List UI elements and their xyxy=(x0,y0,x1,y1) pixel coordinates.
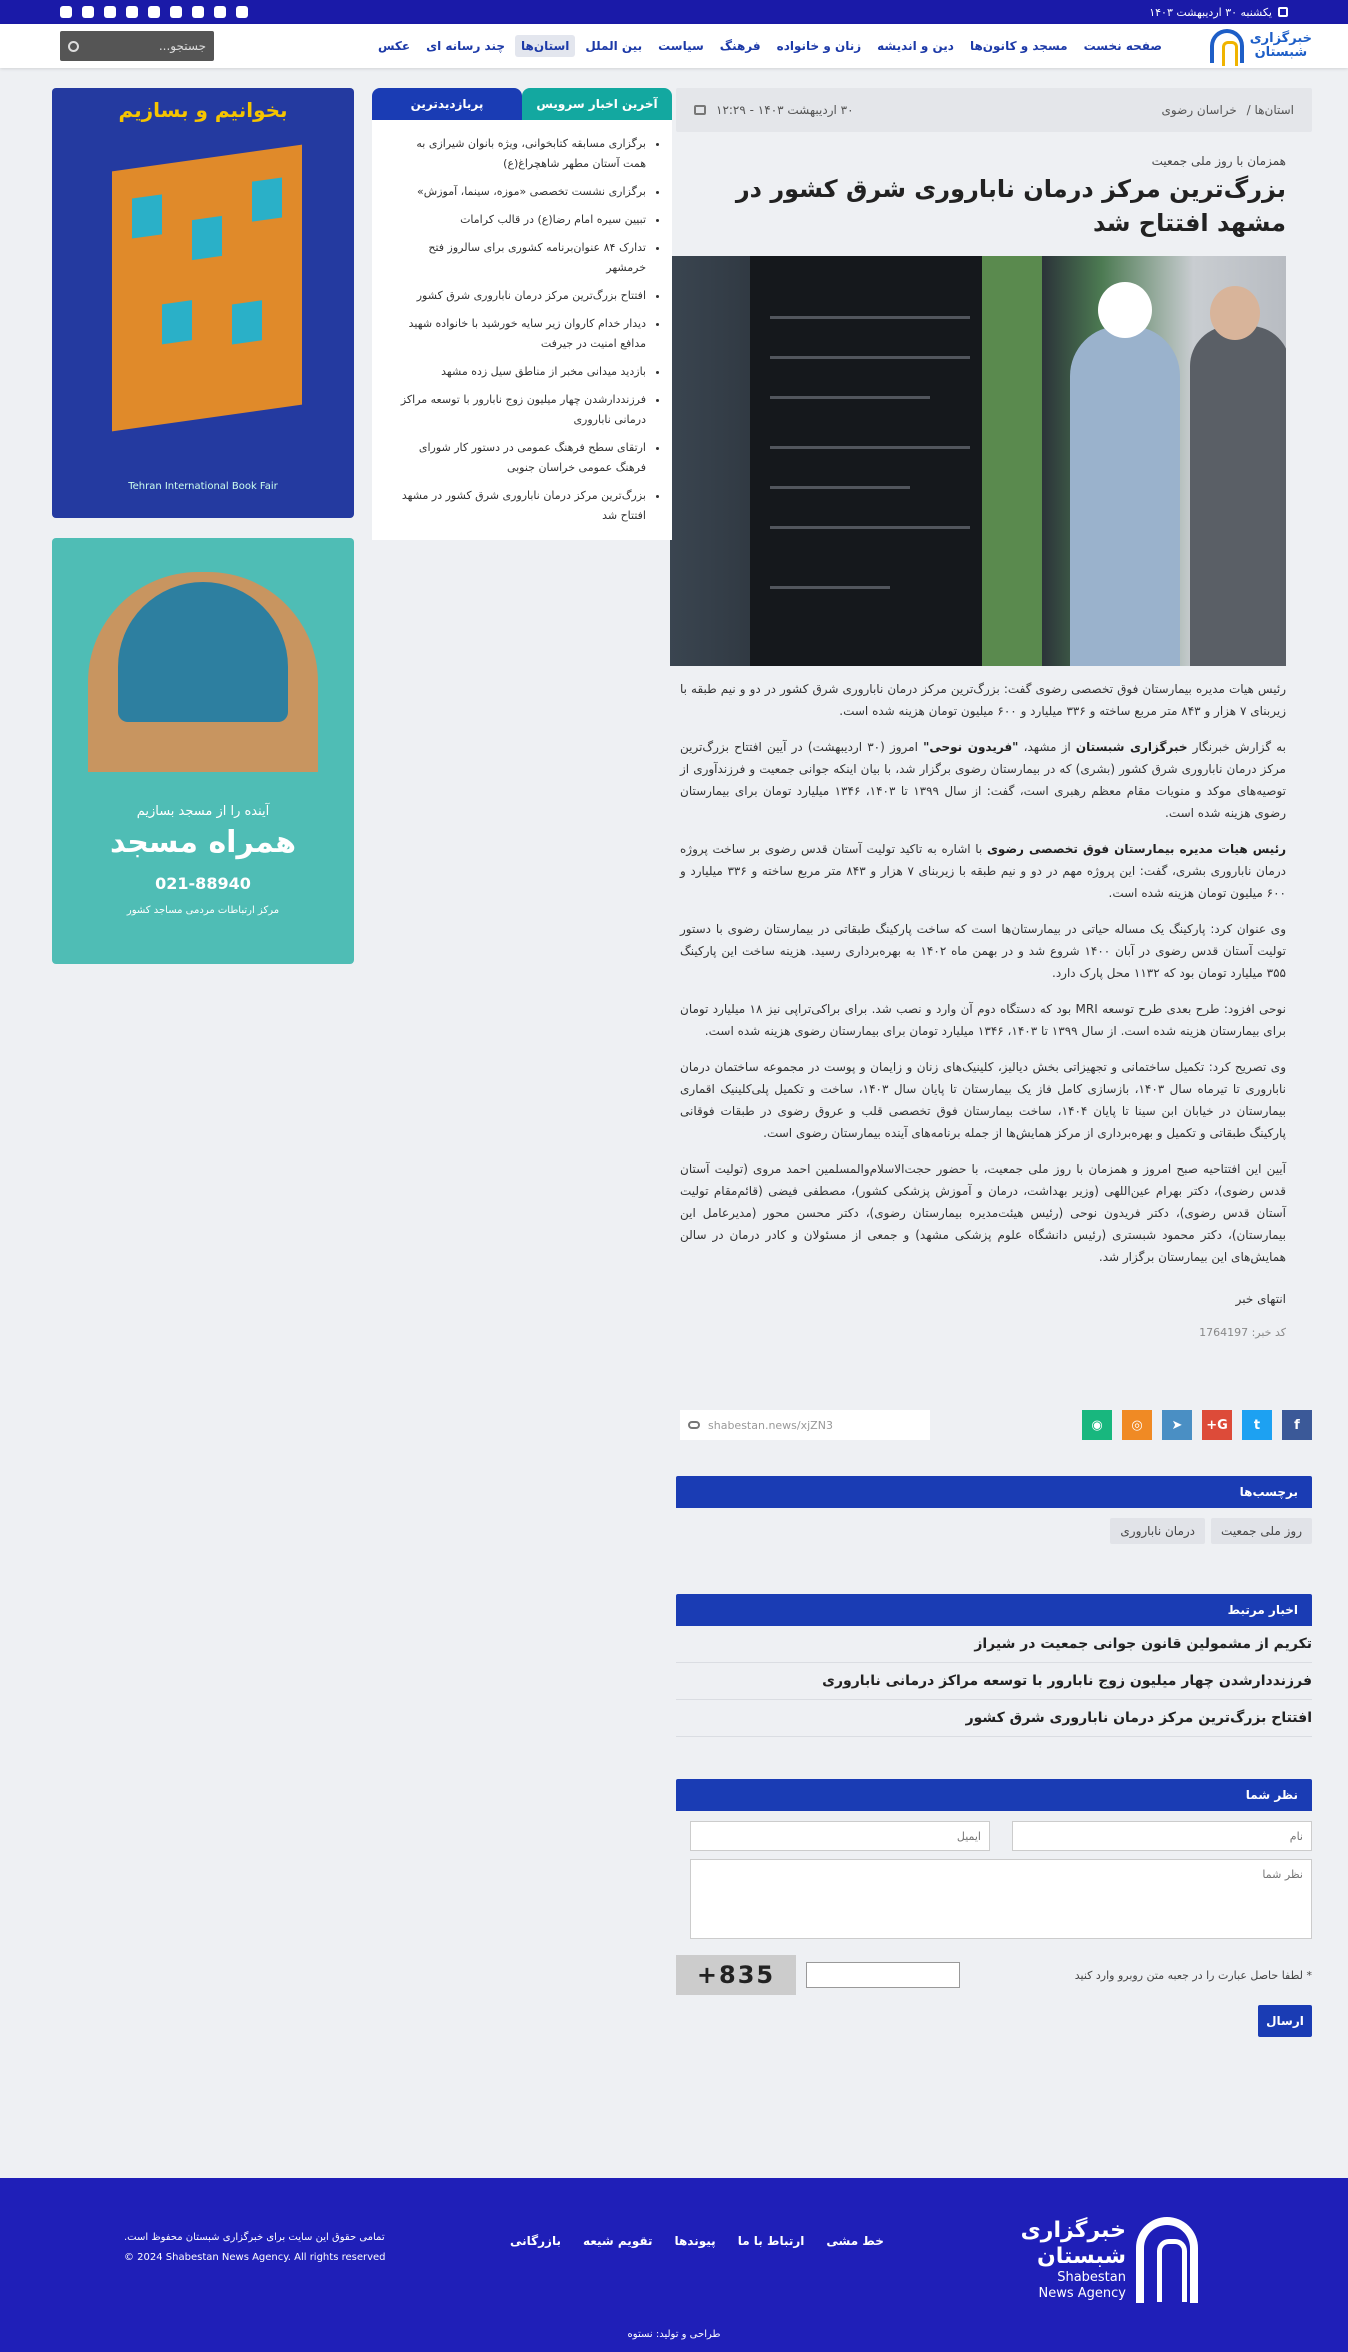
nav-item[interactable]: بین الملل xyxy=(585,39,643,53)
breadcrumb-separator: / xyxy=(1246,103,1251,117)
agency-name[interactable]: خبرگزاری شبستان xyxy=(1075,740,1188,754)
footer-link[interactable]: تقویم شیعه xyxy=(582,2234,653,2248)
tab-popular[interactable]: پربازدیدترین xyxy=(372,88,522,120)
bale-icon[interactable] xyxy=(170,6,182,18)
captcha-label: * لطفا حاصل عبارت را در جعبه متن روبرو وارد کنید xyxy=(1074,1968,1312,1982)
ads-column xyxy=(52,88,354,964)
captcha-image: +835 xyxy=(676,1955,796,1995)
book-building-image xyxy=(112,145,302,432)
nav-item[interactable]: چند رسانه ای xyxy=(426,39,506,53)
rubika-share-button[interactable]: ◎ xyxy=(1122,1410,1152,1440)
nav-item[interactable]: فرهنگ xyxy=(719,39,761,53)
calendar-icon xyxy=(1278,7,1288,17)
copyright-fa: تمامی حقوق این سایت برای خبرگزاری شبستان محفوظ است. xyxy=(124,2232,385,2243)
footer-link[interactable]: پیوندها xyxy=(674,2234,716,2248)
latest-news-item[interactable]: • افتتاح بزرگ‌ترین مرکز درمان ناباروری شرق کشور xyxy=(394,282,646,310)
date-text: یکشنبه ۳۰ اردیبهشت ۱۴۰۳ xyxy=(1149,5,1272,19)
logo-line1: خبرگزاری xyxy=(1249,31,1312,46)
article-paragraph: وی عنوان کرد: پارکینگ یک مساله حیاتی در بیمارستان‌ها است که ساخت پارکینگ طبقاتی در بیمارستان رضوی با دستور تولیت آستان قدس رضوی در آبان ۱۴۰۰ شروع شد و در بهمن ماه ۱۴۰۲ به بهره‌برداری رسید. هزینه ساخت این پارکینگ ۳۵۵ میلیارد تومان بود که ۱۱۳۲ محل پارک دارد. xyxy=(680,922,1286,980)
latest-news-item[interactable]: • دیدار خدام کاروان زیر سایه خورشید با خانواده شهید مدافع امنیت در جیرفت xyxy=(394,310,646,358)
nav-item[interactable]: دین و اندیشه xyxy=(877,39,954,53)
comment-field[interactable] xyxy=(690,1859,1312,1939)
breadcrumb-province[interactable]: خراسان رضوی xyxy=(1161,103,1237,117)
submit-button[interactable]: ارسال xyxy=(1258,2005,1312,2037)
footer-logo-fa1: خبرگزاری xyxy=(1020,2218,1126,2243)
share-buttons xyxy=(1082,1410,1312,1440)
share-bar xyxy=(676,1410,1312,1440)
email-field[interactable] xyxy=(690,1821,990,1851)
captcha-input[interactable] xyxy=(806,1962,960,1988)
article-body xyxy=(676,678,1312,1344)
article-column xyxy=(676,88,1312,2037)
ad2-line2: همراه مسجد xyxy=(109,825,297,860)
footer-link[interactable]: ارتباط با ما xyxy=(737,2234,805,2248)
news-code-label: کد خبر xyxy=(1255,1326,1286,1339)
article-paragraph: وی تصریح کرد: تکمیل ساختمانی و تجهیزاتی بخش دیالیز، کلینیک‌های زنان و زایمان و پوست در مجموعه ساختمان درمان ناباروری تا تیرماه سال ۱۴۰۳، بازسازی کامل فاز یک بیمارستان تا پایان سال ۱۴۰۳، ساخت و تکمیل پلی‌کلینیک اقماری بیمارستان در خیابان ابن سینا تا پایان ۱۴۰۴، ساخت بیمارستان فوق تخصصی قلب و عروق رضوی در طبقات فوقانی پارکینگ طبقاتی و تکمیل و بهره‌برداری از مرکز همایش‌ها از جمله برنامه‌های آینده بیمارستان رضوی است. xyxy=(680,1060,1287,1140)
tags-heading xyxy=(676,1476,1312,1508)
article-paragraph xyxy=(680,838,1286,904)
comment-form xyxy=(676,1779,1312,2037)
eitaa-share-button[interactable]: ◉ xyxy=(1082,1410,1112,1440)
telegram-icon[interactable] xyxy=(60,6,72,18)
site-logo[interactable] xyxy=(1192,29,1312,63)
latest-news-item[interactable]: • بزرگ‌ترین مرکز درمان ناباروری شرق کشور در مشهد افتتاح شد xyxy=(394,482,646,530)
footer-logo-en2: News Agency xyxy=(1038,2286,1126,2301)
print-icon[interactable] xyxy=(694,105,706,115)
tags-list xyxy=(676,1518,1312,1544)
ad1-title: بخوانیم و بسازیم xyxy=(118,98,288,122)
mosque-dome-image xyxy=(88,572,318,772)
person-image xyxy=(1190,326,1286,666)
latest-news-item[interactable]: • ارتقای سطح فرهنگ عمومی در دستور کار شورای فرهنگ عمومی خراسان جنوبی xyxy=(394,434,646,482)
copyright-en: © 2024 Shabestan News Agency. All rights reserved xyxy=(124,2252,386,2263)
ad2-line3: مرکز ارتباطات مردمی مساجد کشور xyxy=(126,905,280,916)
person-name: "فریدون نوحی" xyxy=(923,740,1019,754)
aparat-icon[interactable] xyxy=(82,6,94,18)
design-credit[interactable]: طراحی و تولید: نستوه xyxy=(627,2329,721,2340)
plaque-image xyxy=(750,256,990,666)
related-heading xyxy=(676,1594,1312,1626)
article-lead: همزمان با روز ملی جمعیت xyxy=(1151,154,1286,168)
top-bar xyxy=(0,0,1348,24)
speaker-title: رئیس هیات مدیره بیمارستان فوق تخصصی رضوی xyxy=(986,842,1286,856)
person-image xyxy=(1070,326,1180,666)
current-date xyxy=(1149,6,1288,19)
link-icon xyxy=(688,1421,700,1429)
short-link[interactable] xyxy=(680,1410,930,1440)
book-fair-banner[interactable] xyxy=(52,88,354,518)
latest-news-item[interactable]: • بازدید میدانی مخبر از مناطق سیل زده مشهد xyxy=(394,358,646,386)
related-list xyxy=(676,1626,1312,1737)
telegram-share-button[interactable]: ➤ xyxy=(1162,1410,1192,1440)
footer-link[interactable]: بازرگانی xyxy=(510,2234,561,2248)
tags-heading-text: برچسب‌ها xyxy=(1239,1485,1298,1499)
instagram-icon[interactable] xyxy=(148,6,160,18)
footer-link[interactable]: خط مشی xyxy=(826,2234,884,2248)
logo-mark-icon xyxy=(1210,29,1244,63)
tag-item[interactable]: روز ملی جمعیت xyxy=(1211,1518,1312,1544)
mosque-banner[interactable] xyxy=(52,538,354,964)
main-nav xyxy=(214,35,1168,57)
sidebar-tabs xyxy=(372,88,672,120)
sidebar-news xyxy=(372,88,672,540)
comment-heading xyxy=(676,1779,1312,1811)
text: امروز (۳۰ اردیبهشت) در آیین افتتاح بزرگ‌ترین مرکز درمان ناباروری شرق کشور (بشری) که در بیمارستان رضوی برگزار شد، با بیان اینکه جوانی جمعیت و فرزندآوری از توصیه‌های موکد و منویات مقام معظم رهبری است، گفت: از سال ۱۳۹۹ تا ۱۴۰۳، ۱۳۴۶ میلیارد تومان برای بیمارستان رضوی هزینه شده است. xyxy=(680,740,1287,820)
gap-icon[interactable] xyxy=(214,6,226,18)
article-summary: رئیس هیات مدیره بیمارستان فوق تخصصی رضوی گفت: بزرگ‌ترین مرکز درمان ناباروری شرق کشور در دو و نیم طبقه با زیربنای ۷ هزار و ۸۴۳ متر مربع ساخته و ۳۳۶ میلیارد و ۶۰۰ میلیون تومان هزینه شده است. xyxy=(680,682,1286,718)
article-photo xyxy=(670,256,1286,666)
nav-item[interactable]: مسجد و کانون‌ها xyxy=(969,39,1068,53)
social-links xyxy=(60,6,248,18)
footer-links xyxy=(510,2234,884,2248)
nav-item[interactable]: استان‌ها xyxy=(515,35,575,57)
copyright xyxy=(124,2228,386,2268)
latest-news-item[interactable]: • تبیین سیره امام رضا(ع) در قالب کرامات xyxy=(394,206,646,234)
breadcrumb-root[interactable]: استان‌ها xyxy=(1254,103,1294,117)
tab-latest[interactable]: آخرین اخبار سرویس xyxy=(522,88,672,120)
eitaa-icon[interactable] xyxy=(192,6,204,18)
captcha-row xyxy=(676,1955,1312,1995)
footer-logo[interactable] xyxy=(998,2210,1198,2310)
related-item[interactable]: تکریم از مشمولین قانون جوانی جمعیت در شیراز xyxy=(676,1626,1312,1663)
text: به گزارش خبرنگار xyxy=(1187,740,1286,754)
ad1-footer: Tehran International Book Fair xyxy=(128,481,278,492)
search-box[interactable] xyxy=(60,31,214,61)
logo-text xyxy=(1250,32,1312,60)
text: با اشاره به تاکید تولیت آستان قدس رضوی بر ساخت پروژه درمان ناباروری بشری، گفت: این پروژه مهم در دو و نیم طبقه با زیربنای ۷ هزار و ۸۴۳ متر مربع ساخته و ۳۳۶ میلیارد و ۶۰۰ میلیون تومان هزینه شده است. xyxy=(680,842,1286,900)
publish-datetime: ۳۰ اردیبهشت ۱۴۰۳ - ۱۲:۲۹ xyxy=(716,103,854,117)
site-footer xyxy=(0,2178,1348,2352)
article-paragraph xyxy=(680,736,1286,824)
search-icon[interactable] xyxy=(68,41,79,52)
comment-heading-text: نظر شما xyxy=(1245,1788,1298,1802)
latest-news-item[interactable]: • برگزاری نشست تخصصی «موزه، سینما، آموزش» xyxy=(394,178,646,206)
twitter-share-button[interactable]: t xyxy=(1242,1410,1272,1440)
tag-item[interactable]: درمان ناباروری xyxy=(1110,1518,1205,1544)
related-item[interactable]: فرزنددارشدن چهار میلیون زوج نابارور با توسعه مراکز درمانی ناباروری xyxy=(676,1663,1312,1700)
ad2-phone: 021-88940 xyxy=(155,874,251,893)
end-of-news: انتهای خبر xyxy=(1235,1292,1286,1306)
nav-item[interactable]: صفحه نخست xyxy=(1083,39,1162,53)
rss-icon[interactable] xyxy=(236,6,248,18)
nav-item[interactable]: عکس xyxy=(377,39,411,53)
text: از مشهد، xyxy=(1018,740,1076,754)
ad2-line1: آینده را از مسجد بسازیم xyxy=(136,804,270,819)
footer-logo-mark-icon xyxy=(1136,2217,1198,2303)
news-code-value: 1764197 xyxy=(1199,1326,1249,1339)
main-header xyxy=(0,24,1348,68)
footer-logo-en1: Shabestan xyxy=(1057,2270,1126,2285)
footer-logo-fa2: شبستان xyxy=(1036,2244,1126,2269)
article-paragraph: آیین این افتتاحیه صبح امروز و همزمان با روز ملی جمعیت، با حضور حجت‌الاسلام‌والمسلمین احمد مروی (تولیت آستان قدس رضوی)، دکتر بهرام عین‌اللهی (وزیر بهداشت، درمان و آموزش پزشکی کشور)، مصطفی فیضی (قائم‌مقام تولیت آستان قدس رضوی)، دکتر فریدون نوحی (رئیس هیئت‌مدیره بیمارستان رضوی)، دکتر محسن محور (مدیرعامل این بیمارستان)، دکتر محمود شبستری (رئیس دانشگاه علوم پزشکی مشهد) و جمعی از مسئولان و کادر درمان در سالن همایش‌های این بیمارستان برگزار شد. xyxy=(680,1162,1286,1264)
latest-news-item[interactable]: • برگزاری مسابقه کتابخوانی، ویژه بانوان شیرازی به همت آستان مطهر شاهچراغ(ع) xyxy=(394,130,646,178)
latest-news-item[interactable]: • تدارک ۸۴ عنوان‌برنامه کشوری برای سالروز فتح خرمشهر xyxy=(394,234,646,282)
google-plus-share-button[interactable]: G+ xyxy=(1202,1410,1232,1440)
related-item[interactable]: افتتاح بزرگ‌ترین مرکز درمان ناباروری شرق کشور xyxy=(676,1700,1312,1737)
rubika-icon[interactable] xyxy=(104,6,116,18)
breadcrumb xyxy=(676,88,1312,132)
name-field[interactable] xyxy=(1012,1821,1312,1851)
related-heading-text: اخبار مرتبط xyxy=(1227,1603,1298,1617)
news-code: کد خبر: 1764197 xyxy=(1199,1326,1286,1339)
curtain-image xyxy=(982,256,1042,666)
facebook-share-button[interactable]: f xyxy=(1282,1410,1312,1440)
search-input[interactable]: جستجو... xyxy=(158,39,206,53)
nav-item[interactable]: زنان و خانواده xyxy=(776,39,862,53)
article-title: بزرگ‌ترین مرکز درمان ناباروری شرق کشور در مشهد افتتاح شد xyxy=(735,175,1286,237)
logo-line2: شبستان xyxy=(1254,45,1308,60)
article-paragraph: نوحی افزود: طرح بعدی طرح توسعه MRI بود که دستگاه دوم آن وارد و نصب شد. برای براکی‌تراپی نیز ۱۸ میلیارد تومان برای بیمارستان هزینه شده است. از سال ۱۳۹۹ تا ۱۴۰۳، ۱۳۴۶ میلیارد تومان برای بیمارستان رضوی هزینه شده است. xyxy=(680,1002,1286,1038)
latest-news-item[interactable]: • فرزنددارشدن چهار میلیون زوج نابارور با توسعه مراکز درمانی ناباروری xyxy=(394,386,646,434)
latest-news-list xyxy=(372,120,672,540)
short-link-text[interactable]: shabestan.news/xjZN3 xyxy=(708,1418,833,1432)
soroush-icon[interactable] xyxy=(126,6,138,18)
nav-item[interactable]: سیاست xyxy=(658,39,704,53)
